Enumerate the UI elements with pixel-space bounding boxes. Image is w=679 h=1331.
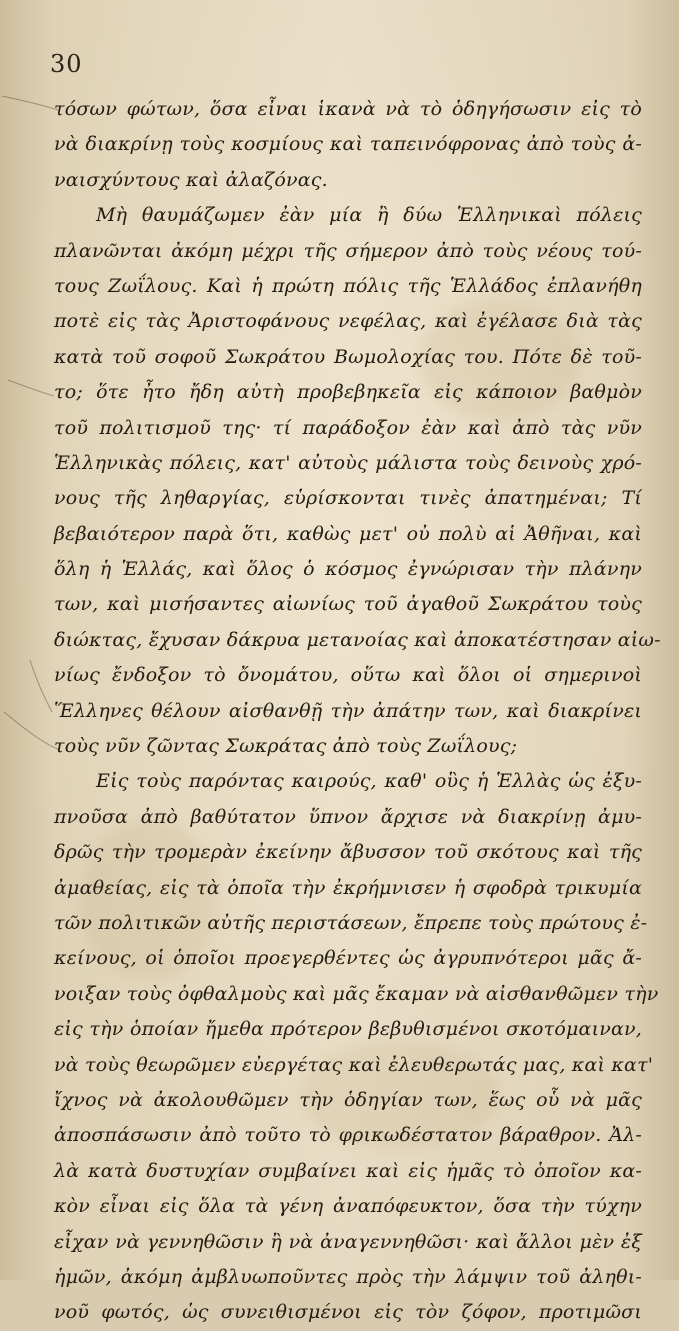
text-line: εἶχαν νὰ γεννηθῶσιν ἢ νὰ ἀναγεννηθῶσι· καὶ ἄλλοι μὲν ἐξ	[54, 1230, 642, 1253]
text-line: το; ὅτε ἦτο ἤδη αὐτὴ προβεβηκεῖα εἰς κάποιον βαθμὸν	[54, 381, 642, 404]
text-line: τόσων φώτων, ὅσα εἶναι ἱκανὰ νὰ τὸ ὁδηγήσωσιν εἰς τὸ	[54, 98, 642, 120]
text-line: κὸν εἶναι εἰς ὅλα τὰ γένη ἀναπόφευκτον, ὅσα τὴν τύχην	[54, 1195, 642, 1218]
text-line: πνοῦσα ἀπὸ βαθύτατον ὕπνον ἄρχισε νὰ διακρίνῃ ἀμυ-	[54, 805, 642, 828]
page-number: 30	[50, 50, 83, 78]
text-line: δρῶς τὴν τρομερὰν ἐκείνην ἄβυσσον τοῦ σκότους καὶ τῆς	[54, 841, 642, 864]
text-line: διώκτας, ἔχυσαν δάκρυα μετανοίας καὶ ἀποκατέστησαν αἰω-	[54, 628, 661, 651]
text-line: νὰ τοὺς θεωρῶμεν εὐεργέτας καὶ ἐλευθερωτάς μας, καὶ κατ'	[54, 1053, 654, 1076]
text-line: τῶν πολιτικῶν αὐτῆς περιστάσεων, ἔπρεπε τοὺς πρώτους ἐ-	[54, 911, 648, 934]
text-line: νίως ἔνδοξον τὸ ὄνομάτου, οὕτω καὶ ὅλοι οἱ σημερινοὶ	[54, 664, 642, 687]
text-line: Ἕλληνες θέλουν αἰσθανθῇ τὴν ἀπάτην των, καὶ διακρίνει	[54, 699, 642, 722]
text-line: ναισχύντους καὶ ἀλαζόνας.	[54, 168, 328, 191]
text-line: τους Ζωΐλους. Καὶ ἡ πρώτη πόλις τῆς Ἑλλάδος ἐπλανήθη	[54, 274, 642, 297]
text-line: ἀποσπάσωσιν ἀπὸ τοῦτο τὸ φρικωδέστατον βάραθρον. Ἀλ-	[54, 1124, 642, 1147]
paragraph-start-line: Μὴ θαυμάζωμεν ἐὰν μία ἢ δύω Ἑλληνικαὶ πόλεις	[96, 204, 642, 227]
text-line: βεβαιότερον παρὰ ὅτι, καθὼς μετ' οὐ πολὺ αἱ Ἀθῆναι, καὶ	[54, 522, 642, 545]
text-line: κείνους, οἱ ὁποῖοι προεγερθέντες ὡς ἀγρυπνότεροι μᾶς ἄ-	[54, 947, 642, 970]
text-line: ἡμῶν, ἀκόμη ἀμβλυωποῦντες πρὸς τὴν λάμψιν τοῦ ἀληθι-	[54, 1265, 642, 1288]
text-line: κατὰ τοῦ σοφοῦ Σωκράτου Βωμολοχίας του. Πότε δὲ τοῦ-	[54, 345, 642, 368]
text-line: ποτὲ εἰς τὰς Ἀριστοφάνους νεφέλας, καὶ ἐγέλασε διὰ τὰς	[54, 310, 642, 333]
text-line: εἰς τὴν ὁποίαν ἤμεθα πρότερον βεβυθισμένοι σκοτόμαιναν,	[54, 1018, 642, 1041]
text-line: ἀμαθείας, εἰς τὰ ὁποῖα τὴν ἐκρήμνισεν ἡ σφοδρὰ τρικυμία	[54, 876, 642, 899]
text-line: τοῦ πολιτισμοῦ της· τί παράδοξον ἐὰν καὶ ἀπὸ τὰς νῦν	[54, 416, 642, 439]
paragraph-start-line: Εἰς τοὺς παρόντας καιρούς, καθ' οὓς ἡ Ἑλλὰς ὡς ἐξυ-	[96, 770, 642, 793]
text-line: ἴχνος νὰ ἀκολουθῶμεν τὴν ὁδηγίαν των, ἕως οὗ νὰ μᾶς	[54, 1088, 642, 1111]
text-line: ὅλη ἡ Ἑλλάς, καὶ ὅλος ὁ κόσμος ἐγνώρισαν τὴν πλάνην	[54, 558, 642, 581]
text-line: νοιξαν τοὺς ὀφθαλμοὺς καὶ μᾶς ἔκαμαν νὰ αἰσθανθῶμεν τὴν	[54, 982, 659, 1005]
text-line: νοῦ φωτός, ὡς συνειθισμένοι εἰς τὸν ζόφον, προτιμῶσι	[54, 1301, 642, 1324]
body-text	[54, 92, 661, 1331]
text-line: νὰ διακρίνῃ τοὺς κοσμίους καὶ ταπεινόφρονας ἀπὸ τοὺς ἀ-	[54, 133, 642, 156]
text-line: τοὺς νῦν ζῶντας Σωκράτας ἀπὸ τοὺς Ζωΐλους;	[54, 735, 518, 758]
text-line: Ἑλληνικὰς πόλεις, κατ' αὐτοὺς μάλιστα τοὺς δεινοὺς χρό-	[54, 451, 642, 474]
text-line: λὰ κατὰ δυστυχίαν συμβαίνει καὶ εἰς ἡμᾶς τὸ ὁποῖον κα-	[54, 1159, 642, 1182]
text-line: νους τῆς ληθαργίας, εὑρίσκονται τινὲς ἀπατημέναι; Τί	[54, 487, 642, 510]
text-line: των, καὶ μισήσαντες αἰωνίως τοῦ ἀγαθοῦ Σωκράτου τοὺς	[54, 593, 642, 616]
text-line: πλανῶνται ἀκόμη μέχρι τῆς σήμερον ἀπὸ τοὺς νέους τού-	[54, 239, 642, 262]
